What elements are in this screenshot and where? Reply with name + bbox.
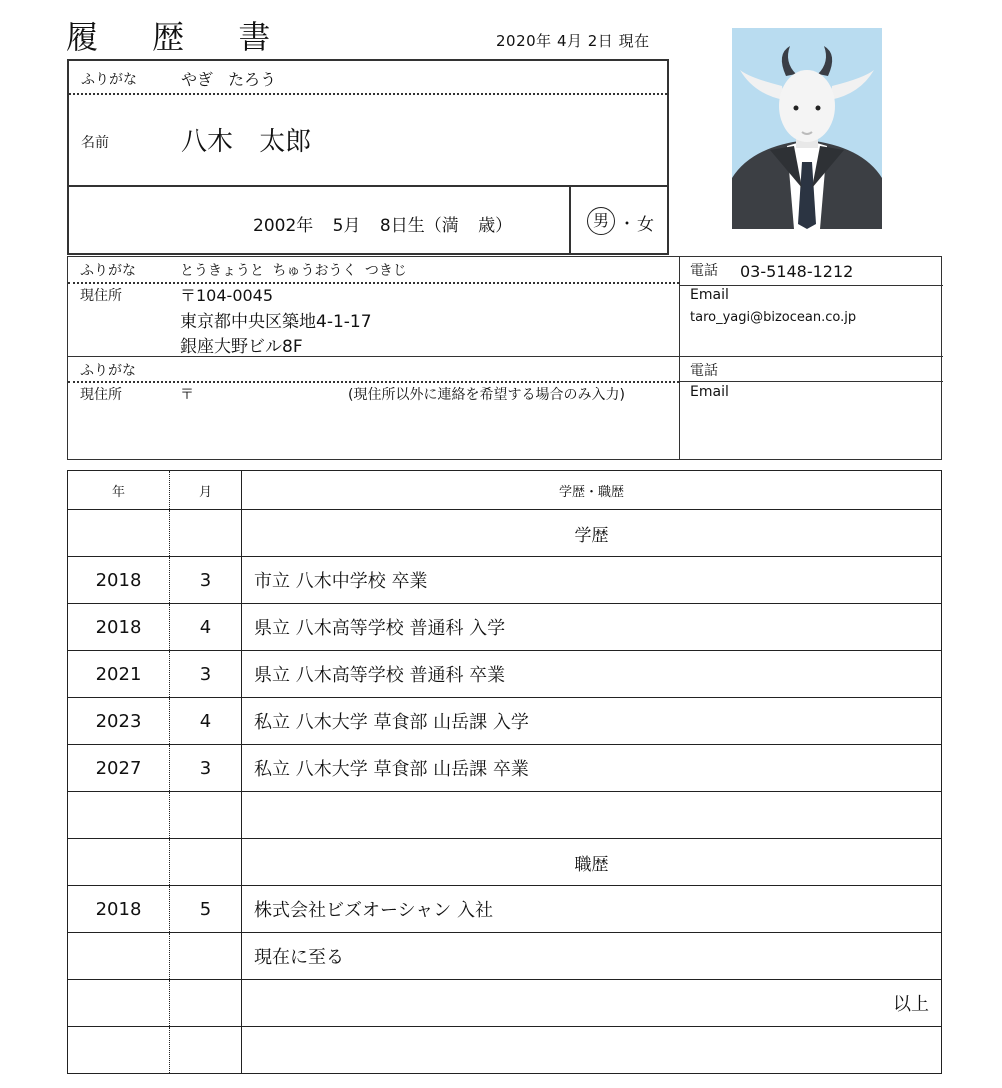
table-row	[68, 839, 942, 886]
column-header-year: 年	[68, 471, 170, 510]
page-title: 履 歴 書	[66, 18, 293, 56]
year-cell[interactable]	[68, 1027, 170, 1074]
address2-phone-label: 電話	[690, 363, 718, 379]
address2-note: (現住所以外に連絡を希望する場合のみ入力)	[348, 387, 625, 403]
month-cell[interactable]: 4	[170, 698, 242, 745]
month-cell[interactable]: 4	[170, 604, 242, 651]
table-row	[68, 980, 942, 1027]
address2-label: 現住所	[80, 387, 122, 403]
column-header-description: 学歴・職歴	[242, 471, 942, 510]
address2-postal[interactable]: 〒	[180, 387, 194, 403]
month-cell[interactable]	[170, 792, 242, 839]
name-value[interactable]: 八木 太郎	[181, 127, 312, 157]
address2-email-label: Email	[690, 384, 729, 400]
dotted-line	[68, 381, 679, 383]
year-cell[interactable]	[68, 933, 170, 980]
column-header-month: 月	[170, 471, 242, 510]
birth-row	[69, 187, 667, 255]
month-cell[interactable]: 3	[170, 745, 242, 792]
line	[679, 381, 943, 382]
description-cell[interactable]: 県立 八木高等学校 普通科 入学	[242, 604, 942, 651]
divider	[569, 187, 571, 255]
table-row	[68, 557, 942, 604]
year-cell[interactable]	[68, 980, 170, 1027]
table-row	[68, 792, 942, 839]
birth-date[interactable]: 2002年 5月 8日生（満 歳）	[253, 216, 513, 236]
month-cell[interactable]	[170, 1027, 242, 1074]
description-cell[interactable]: 株式会社ビズオーシャン 入社	[242, 886, 942, 933]
address1-postal[interactable]: 〒104-0045	[180, 286, 274, 305]
description-cell[interactable]: 学歴	[242, 510, 942, 557]
description-cell[interactable]: 職歴	[242, 839, 942, 886]
address1-phone-value[interactable]: 03-5148-1212	[740, 262, 854, 281]
address1-phone-label: 電話	[690, 263, 718, 279]
address1-email-value[interactable]: taro_yagi@bizocean.co.jp	[690, 310, 857, 325]
description-cell[interactable]	[242, 1027, 942, 1074]
name-label: 名前	[81, 135, 109, 151]
month-cell[interactable]	[170, 510, 242, 557]
description-cell[interactable]: 市立 八木中学校 卒業	[242, 557, 942, 604]
year-cell[interactable]	[68, 792, 170, 839]
description-cell[interactable]: 以上	[242, 980, 942, 1027]
name-row	[69, 95, 667, 187]
address-section	[67, 256, 942, 460]
year-cell[interactable]	[68, 839, 170, 886]
year-cell[interactable]: 2027	[68, 745, 170, 792]
table-row	[68, 745, 942, 792]
gender-female[interactable]: 女	[637, 215, 654, 235]
table-row	[68, 698, 942, 745]
table-row	[68, 510, 942, 557]
year-cell[interactable]	[68, 510, 170, 557]
address1-email-label: Email	[690, 287, 729, 303]
goat-portrait-icon	[732, 28, 882, 229]
gender-separator: ・	[619, 214, 636, 233]
gender-male[interactable]: 男	[587, 207, 615, 235]
address1-line2[interactable]: 銀座大野ビル8F	[180, 337, 303, 357]
address1-furigana-value[interactable]: とうきょうと ちゅうおうく つきじ	[180, 263, 407, 279]
address1-line1[interactable]: 東京都中央区築地4-1-17	[180, 312, 372, 332]
address2-furigana-label: ふりがな	[80, 363, 136, 379]
year-cell[interactable]: 2021	[68, 651, 170, 698]
table-row	[68, 1027, 942, 1074]
year-cell[interactable]: 2023	[68, 698, 170, 745]
description-cell[interactable]: 現在に至る	[242, 933, 942, 980]
furigana-value[interactable]: やぎ たろう	[181, 70, 277, 89]
address1-label: 現住所	[80, 288, 122, 304]
description-cell[interactable]	[242, 792, 942, 839]
year-cell[interactable]: 2018	[68, 557, 170, 604]
description-cell[interactable]: 県立 八木高等学校 普通科 卒業	[242, 651, 942, 698]
month-cell[interactable]: 3	[170, 651, 242, 698]
history-table	[67, 470, 942, 1074]
furigana-row	[69, 61, 667, 95]
description-cell[interactable]: 私立 八木大学 草食部 山岳課 卒業	[242, 745, 942, 792]
description-cell[interactable]: 私立 八木大学 草食部 山岳課 入学	[242, 698, 942, 745]
address1-furigana-label: ふりがな	[80, 263, 136, 279]
dotted-line	[68, 282, 679, 284]
month-cell[interactable]	[170, 980, 242, 1027]
address-divider	[679, 257, 680, 459]
table-header-row	[68, 471, 942, 510]
table-row	[68, 886, 942, 933]
line	[679, 285, 943, 286]
id-photo	[732, 28, 882, 229]
month-cell[interactable]: 5	[170, 886, 242, 933]
year-cell[interactable]: 2018	[68, 604, 170, 651]
furigana-label: ふりがな	[81, 72, 137, 88]
name-section	[67, 59, 669, 255]
document-date: 2020年 4月 2日 現在	[496, 32, 650, 50]
month-cell[interactable]	[170, 839, 242, 886]
month-cell[interactable]: 3	[170, 557, 242, 604]
month-cell[interactable]	[170, 933, 242, 980]
year-cell[interactable]: 2018	[68, 886, 170, 933]
table-row	[68, 604, 942, 651]
table-row	[68, 651, 942, 698]
table-row	[68, 933, 942, 980]
